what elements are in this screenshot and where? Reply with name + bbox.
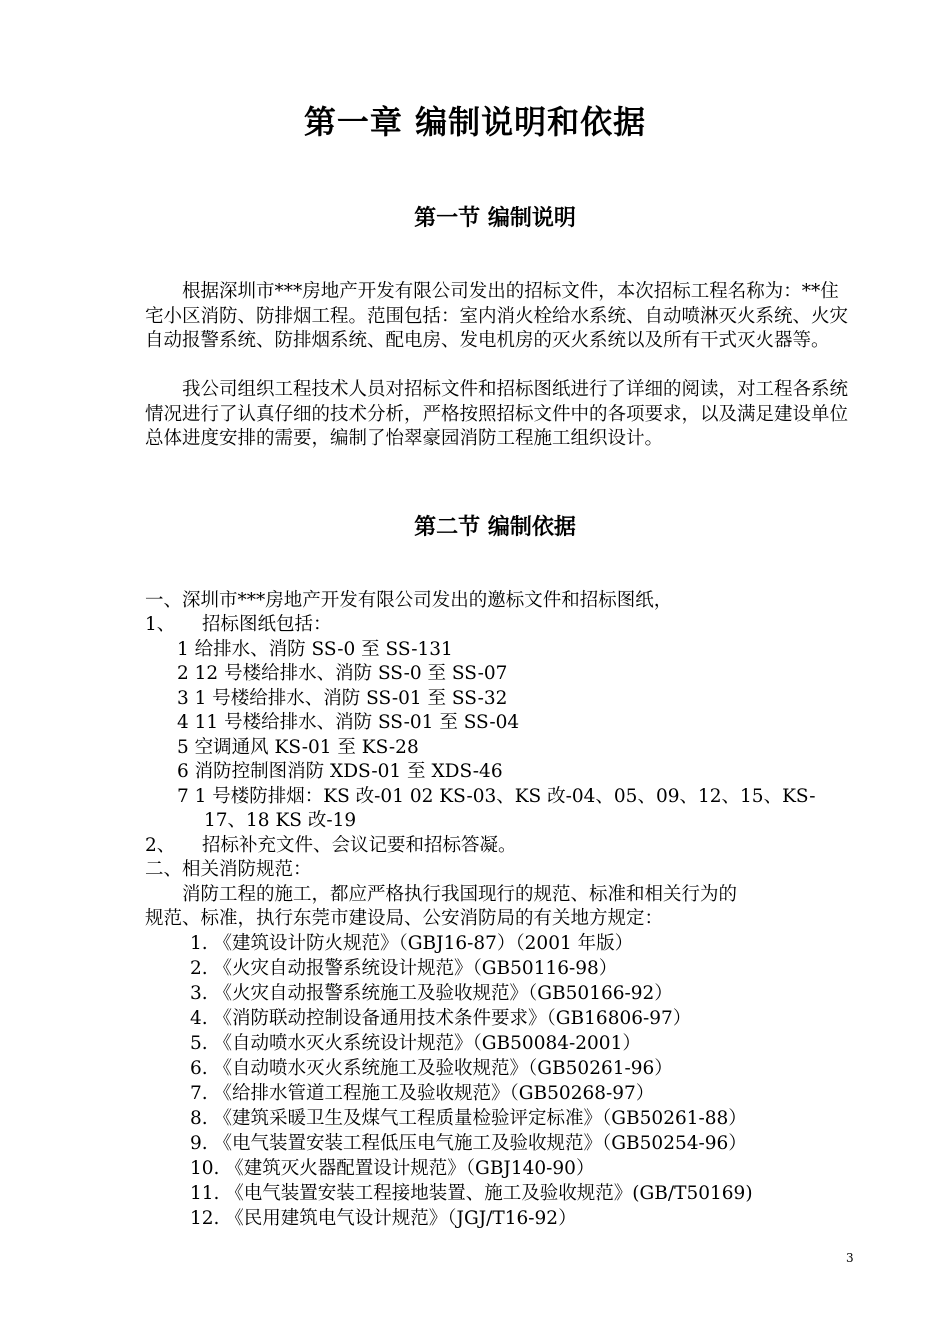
code-item: 4. 《消防联动控制设备通用技术条件要求》（GB16806-97） <box>190 1008 692 1029</box>
drawing-item: 3 1 号楼给排水、消防 SS-01 至 SS-32 <box>177 688 508 709</box>
code-item: 8. 《建筑采暖卫生及煤气工程质量检验评定标准》（GB50261-88） <box>190 1108 747 1129</box>
drawing-item-continued: 17、18 KS 改-19 <box>204 810 357 831</box>
item-two: 二、相关消防规范： <box>145 859 312 880</box>
code-item: 5. 《自动喷水灭火系统设计规范》（GB50084-2001） <box>190 1033 641 1054</box>
item-one: 一、深圳市***房地产开发有限公司发出的邀标文件和招标图纸， <box>145 590 673 611</box>
chapter-title: 第一章 编制说明和依据 <box>303 103 647 141</box>
code-item: 7. 《给排水管道工程施工及验收规范》（GB50268-97） <box>190 1083 655 1104</box>
drawing-item: 7 1 号楼防排烟：KS 改-01 02 KS-03、KS 改-04、05、09、12、15、KS- <box>177 786 816 807</box>
drawing-item: 2 12 号楼给排水、消防 SS-0 至 SS-07 <box>177 663 508 684</box>
sub-item-1-label: 1、 <box>145 614 176 635</box>
code-item: 1. 《建筑设计防火规范》（GBJ16-87）（2001 年版） <box>190 933 634 954</box>
item-two-paragraph-line: 规范、标准，执行东莞市建设局、公安消防局的有关地方规定： <box>145 908 664 929</box>
code-item: 11. 《电气装置安装工程接地装置、施工及验收规范》(GB/T50169) <box>190 1183 753 1204</box>
sub-item-2-text: 招标补充文件、会议记要和招标答凝。 <box>202 835 517 856</box>
section-1-title: 第一节 编制说明 <box>414 206 576 231</box>
code-item: 9. 《电气装置安装工程低压电气施工及验收规范》（GB50254-96） <box>190 1133 747 1154</box>
section-2-title: 第二节 编制依据 <box>414 515 576 540</box>
sub-item-1-text: 招标图纸包括： <box>202 614 332 635</box>
page-number: 3 <box>846 1251 854 1265</box>
code-item: 3. 《火灾自动报警系统施工及验收规范》（GB50166-92） <box>190 983 673 1004</box>
drawing-item: 5 空调通风 KS-01 至 KS-28 <box>177 737 419 758</box>
drawing-item: 1 给排水、消防 SS-0 至 SS-131 <box>177 639 453 660</box>
drawing-item: 4 11 号楼给排水、消防 SS-01 至 SS-04 <box>177 712 520 733</box>
section-1-paragraph-2: 我公司组织工程技术人员对招标文件和招标图纸进行了详细的阅读，对工程各系统情况进行了认真仔细的技术分析，严格按照招标文件中的各项要求，以及满足建设单位总体进度安排的需要，编制了怡翠豪园消防工程施工组织设计。 <box>145 379 849 449</box>
sub-item-2-label: 2、 <box>145 835 176 856</box>
drawing-item: 6 消防控制图消防 XDS-01 至 XDS-46 <box>177 761 503 782</box>
code-item: 2. 《火灾自动报警系统设计规范》（GB50116-98） <box>190 958 618 979</box>
code-item: 6. 《自动喷水灭火系统施工及验收规范》（GB50261-96） <box>190 1058 673 1079</box>
code-item: 12. 《民用建筑电气设计规范》（JGJ/T16-92） <box>190 1208 577 1229</box>
section-1-paragraph-1: 根据深圳市***房地产开发有限公司发出的招标文件，本次招标工程名称为：**住宅小区消防、防排烟工程。范围包括：室内消火栓给水系统、自动喷淋灭火系统、火灾自动报警系统、防排烟系统、配电房、发电机房的灭火系统以及所有干式灭火器等。 <box>145 281 849 351</box>
item-two-paragraph-line: 消防工程的施工，都应严格执行我国现行的规范、标准和相关行为的 <box>182 884 738 905</box>
code-item: 10. 《建筑灭火器配置设计规范》（GBJ140-90） <box>190 1158 595 1179</box>
